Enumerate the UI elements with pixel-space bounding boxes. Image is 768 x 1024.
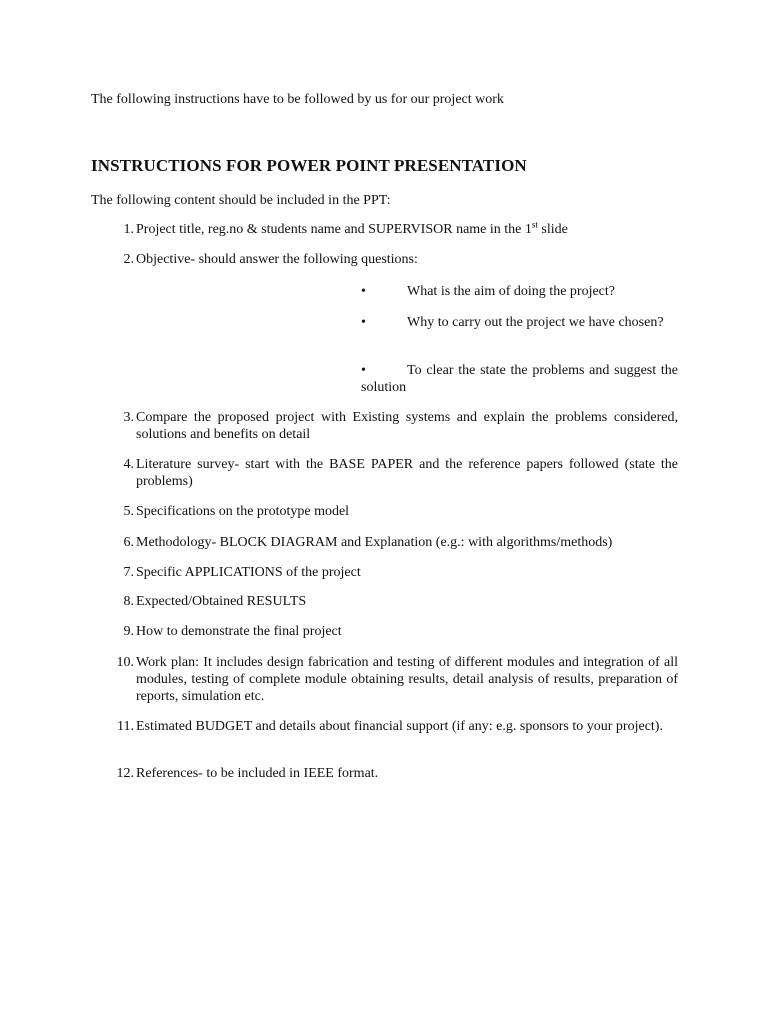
list-text-part: Project title, reg.no & students name and SUPERVISOR name in the 1 [136,222,532,237]
list-item-7 [108,564,678,581]
bullet-icon: • [361,315,366,330]
list-item-5 [108,503,678,520]
list-number: 5. [123,504,134,519]
list-item-3 [108,409,678,443]
list-item-11 [108,718,678,735]
bullet-item-1 [361,283,678,300]
list-number: 12. [116,766,134,781]
list-number: 9. [123,624,134,639]
superscript: st [531,219,538,230]
bullet-item-3 [361,362,678,396]
list-item-10 [108,654,678,705]
bullet-icon: • [361,284,366,299]
section-heading: INSTRUCTIONS FOR POWER POINT PRESENTATION [91,156,527,175]
list-text: Methodology- BLOCK DIAGRAM and Explanation (e.g.: with algorithms/methods) [136,535,613,550]
list-number: 1. [123,222,134,237]
list-text: Objective- should answer the following questions: [136,252,418,267]
list-text: Estimated BUDGET and details about financial support (if any: e.g. sponsors to your project). [136,719,663,734]
list-number: 8. [123,594,134,609]
list-text: Specific APPLICATIONS of the project [136,565,361,580]
list-text: Literature survey- start with the BASE PAPER and the reference papers followed (state the problems) [136,457,678,489]
bullet-item-2 [361,314,678,331]
list-item-4 [108,456,678,490]
list-item-2 [108,251,678,268]
list-text: Work plan: It includes design fabrication and testing of different modules and integration of all modules, testing of complete module obtaining results, detail analysis of results, preparation of reports, simulation etc. [136,655,678,704]
lead-text: The following content should be included in the PPT: [91,193,391,208]
list-item-1 [108,221,678,238]
list-text: Compare the proposed project with Existing systems and explain the problems considered, solutions and benefits on detail [136,410,678,442]
list-text: References- to be included in IEEE format. [136,766,379,781]
bullet-text: What is the aim of doing the project? [407,284,615,299]
list-item-12 [108,765,678,782]
list-text: How to demonstrate the final project [136,624,342,639]
list-number: 2. [123,252,134,267]
list-number: 11. [117,719,134,734]
list-number: 6. [123,535,134,550]
bullet-icon: • [361,363,366,378]
bullet-text: To clear the state the problems and suggest the solution [361,363,678,395]
list-number: 10. [116,655,134,670]
list-number: 4. [123,457,134,472]
list-number: 3. [123,410,134,425]
list-text [136,221,678,238]
list-number: 7. [123,565,134,580]
list-item-9 [108,623,678,640]
list-text-part: slide [537,222,568,237]
list-item-8 [108,593,678,610]
intro-text: The following instructions have to be followed by us for our project work [91,92,504,107]
list-text: Specifications on the prototype model [136,504,350,519]
bullet-text: Why to carry out the project we have chosen? [407,315,664,330]
list-item-6 [108,534,678,551]
list-text: Expected/Obtained RESULTS [136,594,307,609]
